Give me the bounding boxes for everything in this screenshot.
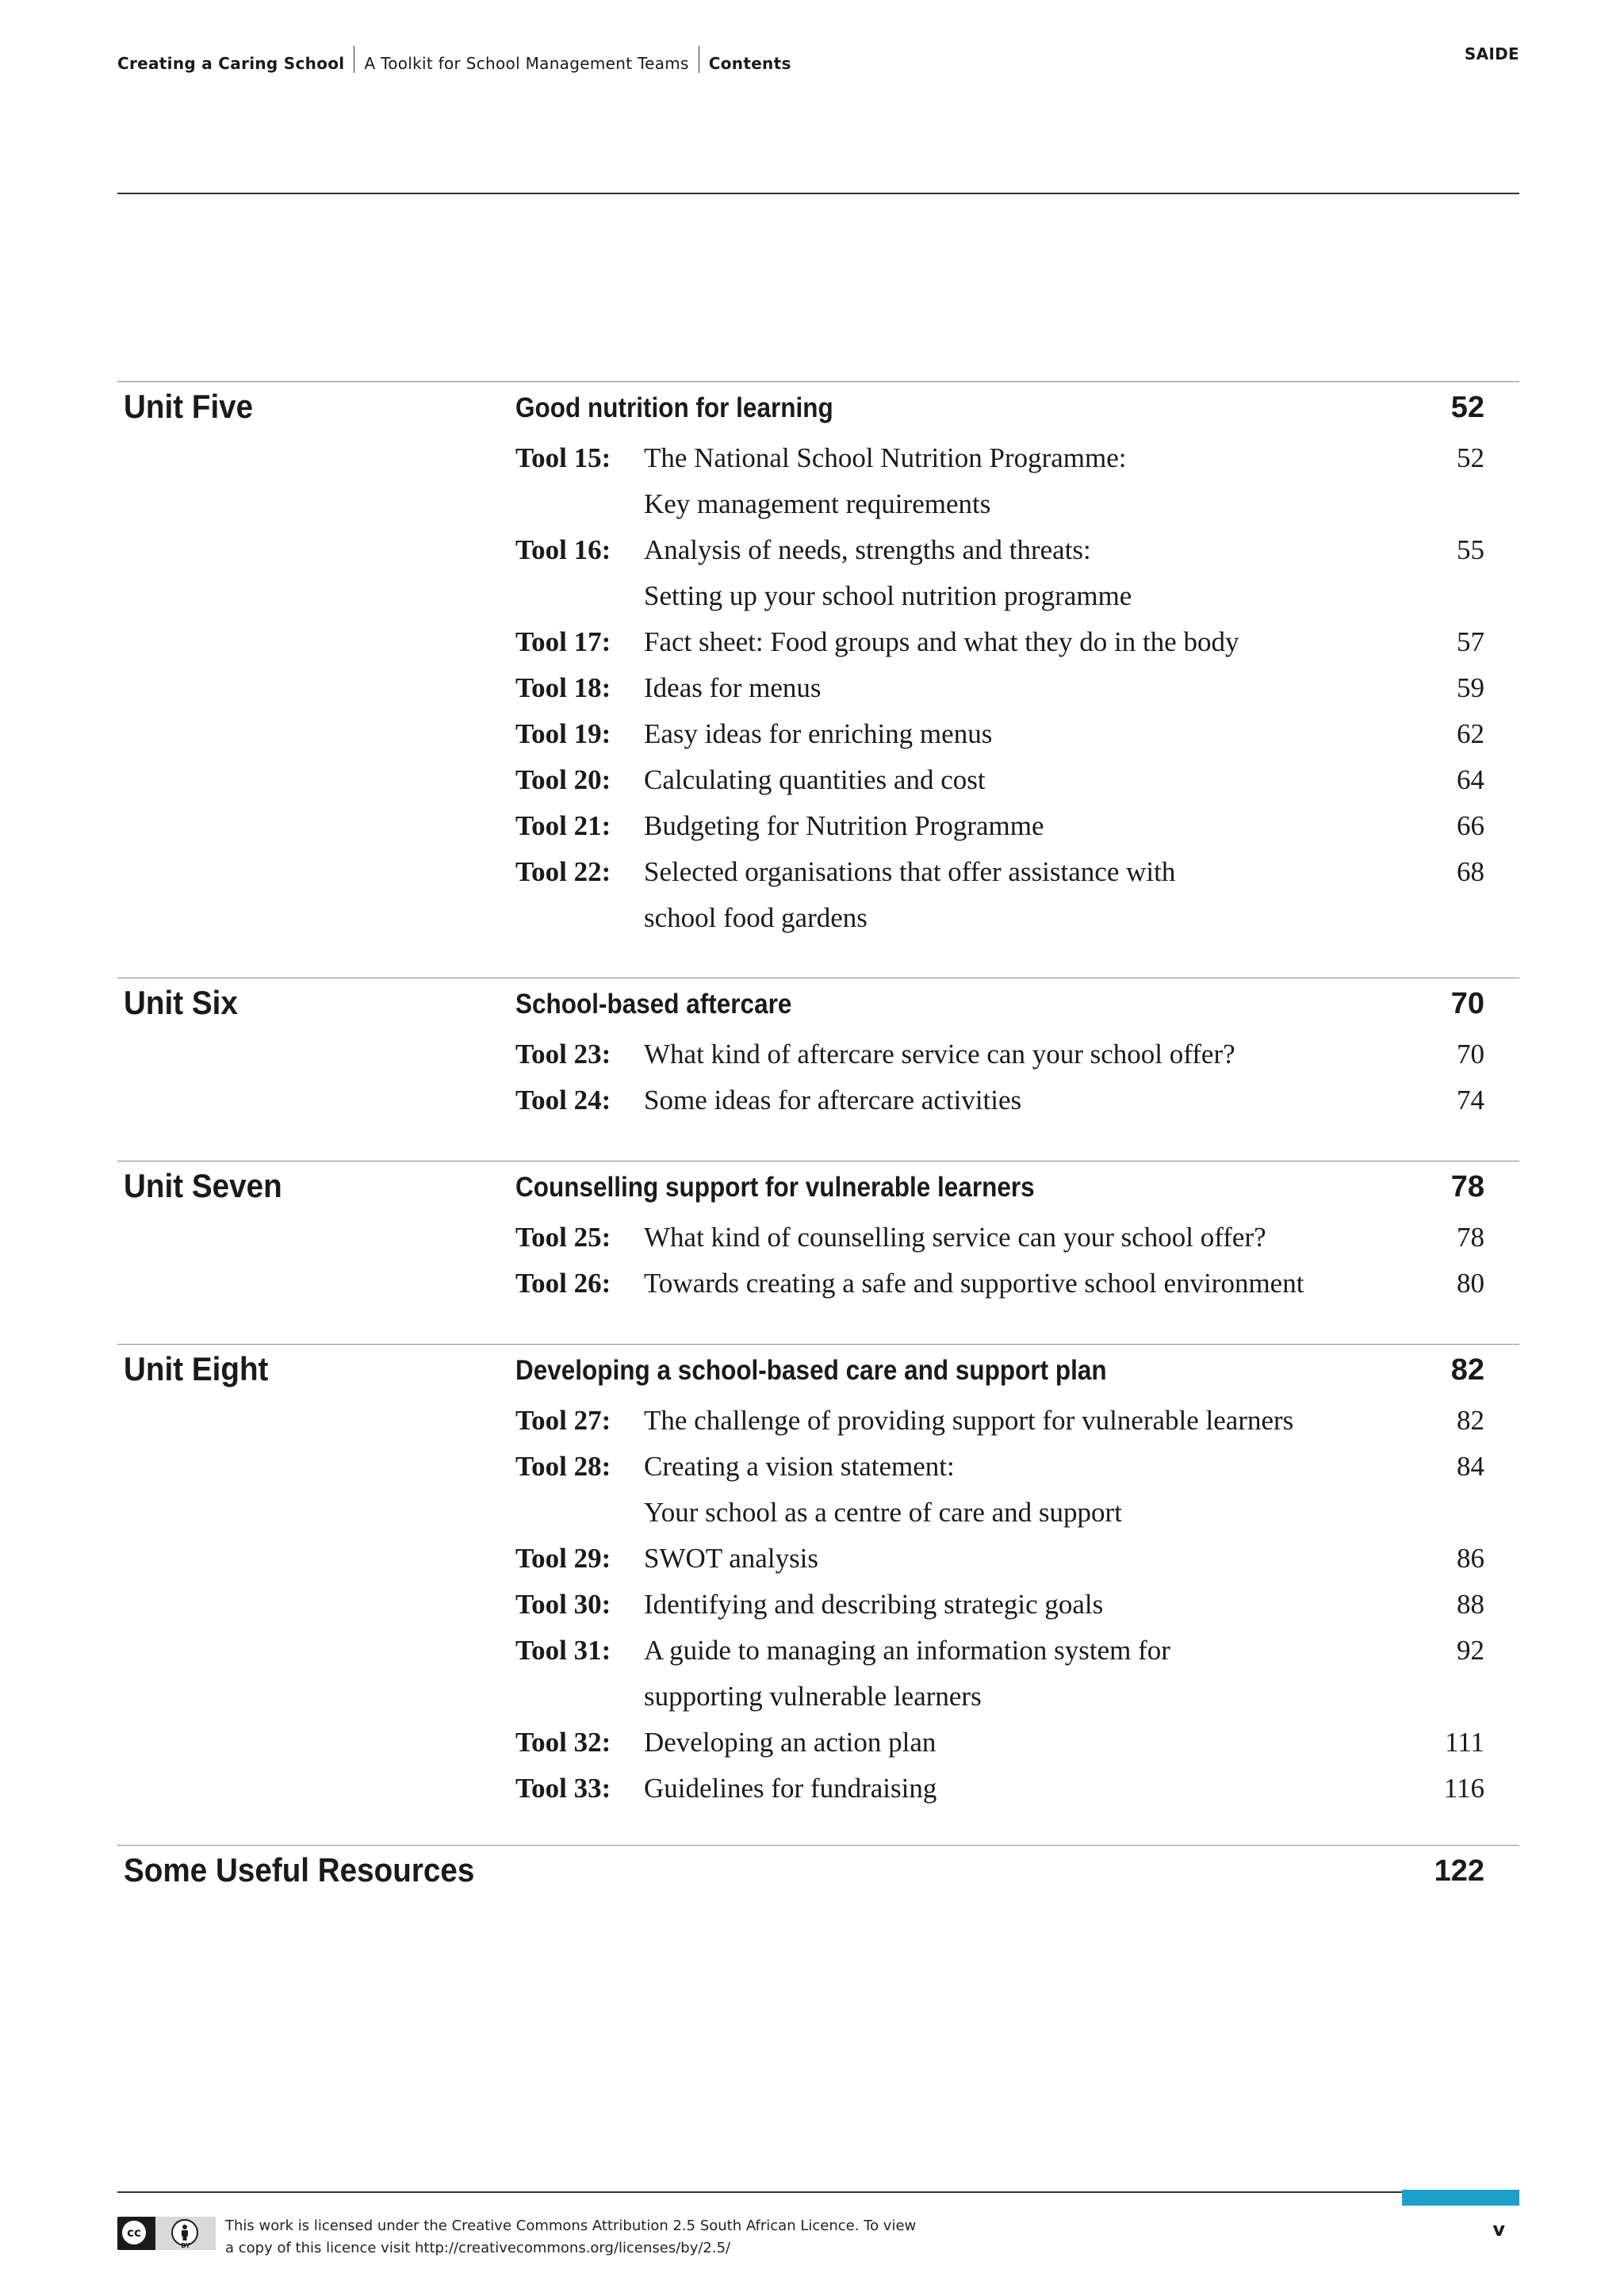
- unit-section: [117, 1344, 1519, 1835]
- tool-number: Tool 32:: [515, 1727, 611, 1758]
- tool-number: Tool 28:: [515, 1451, 611, 1482]
- section-rule: [117, 1344, 1519, 1345]
- tool-title: [644, 803, 1484, 849]
- tool-entry[interactable]: [515, 1536, 1484, 1582]
- unit-section: [117, 1161, 1519, 1335]
- tool-entry[interactable]: [515, 1628, 1484, 1720]
- tool-title-line: Setting up your school nutrition programme: [644, 580, 1132, 611]
- tool-title-line: What kind of aftercare service can your school offer?: [644, 1039, 1235, 1070]
- tool-title-line: Budgeting for Nutrition Programme: [644, 810, 1044, 841]
- unit-name: Unit Seven: [124, 1167, 282, 1204]
- tool-page-number: 59: [1457, 672, 1484, 703]
- tool-number: Tool 27:: [515, 1405, 611, 1436]
- tool-entry[interactable]: [515, 665, 1484, 711]
- tool-page-number: 80: [1457, 1268, 1484, 1299]
- resources-page-number: 122: [1434, 1854, 1484, 1888]
- tool-page-number: 52: [1457, 442, 1484, 473]
- tool-title-line: Creating a vision statement:: [644, 1451, 955, 1482]
- tool-page-number: 70: [1457, 1039, 1484, 1070]
- section-rule: [117, 1845, 1519, 1846]
- tool-number: Tool 29:: [515, 1543, 611, 1574]
- tool-list: [515, 1398, 1484, 1812]
- tool-title-line: SWOT analysis: [644, 1543, 819, 1574]
- header-rule: [117, 193, 1519, 194]
- unit-page-number: 70: [1450, 987, 1484, 1020]
- license-line[interactable]: a copy of this licence visit http://creativecommons.org/licenses/by/2.5/: [225, 2240, 731, 2256]
- tool-title: [644, 1398, 1484, 1444]
- tool-title-line: Developing an action plan: [644, 1727, 936, 1758]
- running-header: [117, 32, 1519, 73]
- tool-title: [644, 665, 1484, 711]
- tool-page-number: 92: [1457, 1635, 1484, 1666]
- resources-section[interactable]: [117, 1845, 1519, 1908]
- tool-entry[interactable]: [515, 527, 1484, 619]
- tool-page-number: 64: [1457, 764, 1484, 795]
- footer-accent-tab: [1402, 2190, 1519, 2206]
- tool-number: Tool 26:: [515, 1268, 611, 1299]
- tool-list: [515, 435, 1484, 941]
- tool-entry[interactable]: [515, 1031, 1484, 1077]
- tool-title: [644, 711, 1484, 757]
- tool-page-number: 62: [1457, 718, 1484, 749]
- tool-title: [644, 1582, 1484, 1628]
- header-breadcrumb: [117, 46, 801, 71]
- tool-entry[interactable]: [515, 1077, 1484, 1123]
- tool-entry[interactable]: [515, 711, 1484, 757]
- tool-title: [644, 1444, 1484, 1536]
- tool-title: [644, 619, 1484, 665]
- tool-title-line: Calculating quantities and cost: [644, 764, 986, 795]
- tool-title-line: What kind of counselling service can your school offer?: [644, 1222, 1266, 1253]
- unit-page-number: 82: [1450, 1353, 1484, 1387]
- tool-number: Tool 21:: [515, 810, 611, 841]
- tool-title: [644, 1766, 1484, 1812]
- tool-title-line: The challenge of providing support for vulnerable learners: [644, 1405, 1294, 1436]
- tool-page-number: 55: [1457, 534, 1484, 565]
- tool-page-number: 68: [1457, 856, 1484, 887]
- page-number: v: [1492, 2218, 1505, 2241]
- tool-title-line: school food gardens: [644, 902, 868, 933]
- tool-title-line: supporting vulnerable learners: [644, 1681, 982, 1712]
- tool-number: Tool 18:: [515, 672, 611, 703]
- tool-title: [644, 1720, 1484, 1766]
- tool-entry[interactable]: [515, 1215, 1484, 1261]
- tool-number: Tool 25:: [515, 1222, 611, 1253]
- header-book-title: Creating a Caring School: [117, 54, 345, 73]
- unit-section: [117, 381, 1519, 968]
- tool-title: [644, 1031, 1484, 1077]
- unit-page-number: 52: [1450, 391, 1484, 424]
- tool-page-number: 57: [1457, 626, 1484, 657]
- tool-number: Tool 19:: [515, 718, 611, 749]
- tool-entry[interactable]: [515, 1720, 1484, 1766]
- tool-title: [644, 527, 1484, 619]
- tool-title: [644, 849, 1484, 941]
- tool-page-number: 78: [1457, 1222, 1484, 1253]
- tool-title: [644, 1215, 1484, 1261]
- tool-page-number: 88: [1457, 1589, 1484, 1620]
- header-subtitle: A Toolkit for School Management Teams: [364, 54, 689, 73]
- tool-entry[interactable]: [515, 619, 1484, 665]
- tool-number: Tool 20:: [515, 764, 611, 795]
- tool-entry[interactable]: [515, 1582, 1484, 1628]
- tool-page-number: 86: [1457, 1543, 1484, 1574]
- tool-title-line: Key management requirements: [644, 488, 991, 519]
- tool-title-line: Towards creating a safe and supportive school environment: [644, 1268, 1304, 1299]
- footer-rule: [117, 2191, 1519, 2193]
- tool-number: Tool 24:: [515, 1085, 611, 1115]
- license-line: This work is licensed under the Creative Commons Attribution 2.5 South African Licence. To view: [225, 2218, 917, 2234]
- unit-title: Good nutrition for learning: [515, 392, 833, 423]
- unit-page-number: 78: [1450, 1170, 1484, 1203]
- tool-title: [644, 1077, 1484, 1123]
- tool-number: Tool 30:: [515, 1589, 611, 1620]
- tool-title-line: Easy ideas for enriching menus: [644, 718, 993, 749]
- tool-page-number: 66: [1457, 810, 1484, 841]
- tool-page-number: 82: [1457, 1405, 1484, 1436]
- cc-by-label: BY: [181, 2242, 190, 2249]
- tool-title-line: Analysis of needs, strengths and threats:: [644, 534, 1091, 565]
- unit-title: Developing a school-based care and support plan: [515, 1355, 1107, 1386]
- license-text: [225, 2215, 916, 2260]
- tool-title: [644, 435, 1484, 527]
- tool-number: Tool 33:: [515, 1773, 611, 1804]
- tool-entry[interactable]: [515, 757, 1484, 803]
- tool-title-line: Guidelines for fundraising: [644, 1773, 937, 1804]
- tool-page-number: 111: [1445, 1727, 1484, 1758]
- unit-title: School-based aftercare: [515, 989, 792, 1020]
- unit-name: Unit Five: [124, 388, 254, 425]
- tool-title-line: Selected organisations that offer assistance with: [644, 856, 1176, 887]
- tool-page-number: 116: [1443, 1773, 1484, 1804]
- tool-list: [515, 1031, 1484, 1123]
- tool-number: Tool 16:: [515, 534, 611, 565]
- tool-entry[interactable]: [515, 803, 1484, 849]
- tool-page-number: 74: [1457, 1085, 1484, 1115]
- tool-title: [644, 1261, 1484, 1307]
- tool-title: [644, 1536, 1484, 1582]
- tool-number: Tool 22:: [515, 856, 611, 887]
- unit-title: Counselling support for vulnerable learners: [515, 1172, 1035, 1203]
- tool-entry[interactable]: [515, 435, 1484, 527]
- unit-section: [117, 978, 1519, 1152]
- tool-number: Tool 23:: [515, 1039, 611, 1070]
- tool-title-line: The National School Nutrition Programme:: [644, 442, 1127, 473]
- header-brand: SAIDE: [1464, 44, 1519, 63]
- tool-title-line: Fact sheet: Food groups and what they do in the body: [644, 626, 1239, 657]
- tool-page-number: 84: [1457, 1451, 1484, 1482]
- tool-title-line: Identifying and describing strategic goals: [644, 1589, 1104, 1620]
- tool-number: Tool 15:: [515, 442, 611, 473]
- header-section: Contents: [708, 54, 791, 73]
- tool-title-line: A guide to managing an information system for: [644, 1635, 1170, 1666]
- tool-title-line: Your school as a centre of care and support: [644, 1497, 1122, 1528]
- tool-entry[interactable]: [515, 1261, 1484, 1307]
- cc-icon: cc: [121, 2219, 147, 2246]
- tool-title-line: Some ideas for aftercare activities: [644, 1085, 1022, 1115]
- unit-name: Unit Six: [124, 984, 238, 1021]
- unit-name: Unit Eight: [124, 1350, 269, 1387]
- tool-entry[interactable]: [515, 1444, 1484, 1536]
- tool-entry[interactable]: [515, 1398, 1484, 1444]
- section-rule: [117, 381, 1519, 382]
- tool-list: [515, 1215, 1484, 1307]
- tool-title-line: Ideas for menus: [644, 672, 822, 703]
- tool-entry[interactable]: [515, 1766, 1484, 1812]
- creative-commons-logo: [117, 2217, 216, 2250]
- tool-title: [644, 1628, 1484, 1720]
- tool-entry[interactable]: [515, 849, 1484, 941]
- tool-number: Tool 31:: [515, 1635, 611, 1666]
- tool-number: Tool 17:: [515, 626, 611, 657]
- tool-title: [644, 757, 1484, 803]
- resources-title: Some Useful Resources: [124, 1851, 475, 1888]
